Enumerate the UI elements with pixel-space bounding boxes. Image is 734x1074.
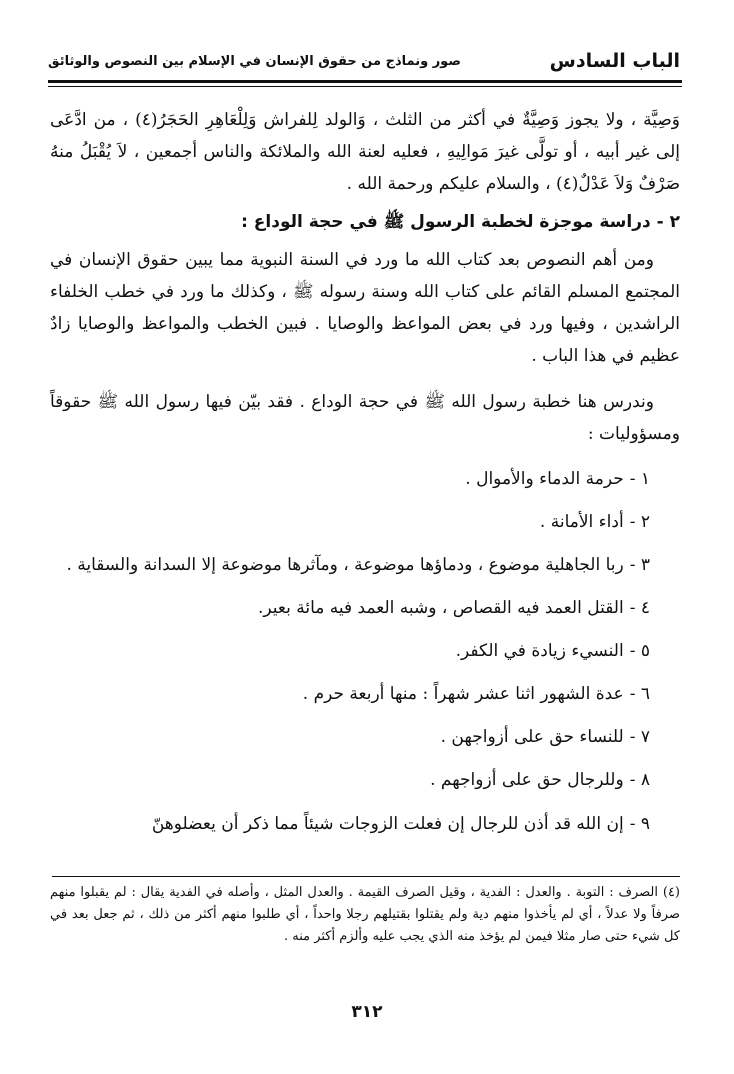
list-item-number: ٢ - (629, 512, 650, 532)
footnote-rule (52, 876, 680, 877)
list-item (50, 501, 680, 544)
list-item-number: ٣ - (629, 555, 650, 575)
list-item-text: عدة الشهور اثنا عشر شهراً : منها أربعة حرم . (302, 684, 624, 704)
list-item-number: ٩ - (629, 814, 650, 834)
list-item-text: أداء الأمانة . (539, 512, 624, 532)
list-item (50, 802, 680, 840)
list-item-text: وللرجال حق على أزواجهم . (430, 770, 624, 790)
list-item-number: ٧ - (629, 727, 650, 747)
list-item-text: إن الله قد أذن للرجال إن فعلت الزوجات شيئاً مما ذكر أن يعضلوهنّ (151, 814, 624, 834)
section-heading: ٢ - دراسة موجزة لخطبة الرسول ﷺ في حجة الوداع : (241, 212, 680, 232)
list-item-text: القتل العمد فيه القصاص ، وشبه العمد فيه مائة بعير. (257, 598, 624, 618)
list-item (50, 587, 680, 630)
list-item (50, 458, 680, 501)
header-rule-thick (48, 80, 682, 83)
continued-paragraph: وَصِيَّة ، ولا يجوز وَصِيَّةٌ في أكثر من الثلث ، وَالولد لِلفراش وَلِلْعَاهِرِ الحَجَرُ(٤) ، من ادَّعَى إلى غير أبيه ، أو تولَّى غيرَ مَوالِيهِ ، فعليه لعنة الله والملائكة والناس أجمعين ، لاَ يُقْبَلُ منهُ صَرْفٌ وَلاَ عَدْلٌ(٤) ، والسلام عليكم ورحمة الله . (50, 110, 680, 194)
list-item-number: ٥ - (629, 641, 650, 661)
page-number: ٣١٢ (351, 1002, 383, 1022)
list-item-number: ١ - (629, 469, 650, 489)
list-item (50, 630, 680, 673)
main-text (50, 104, 680, 840)
page-header (48, 44, 680, 84)
body-paragraph-2: وندرس هنا خطبة رسول الله ﷺ في حجة الوداع . فقد بيّن فيها رسول الله ﷺ حقوقاً ومسؤوليات : (50, 392, 680, 444)
list-item (50, 759, 680, 802)
list-item-text: حرمة الدماء والأموال . (465, 469, 624, 489)
header-rule-thin (48, 86, 682, 87)
list-item (50, 716, 680, 759)
list-item-number: ٦ - (629, 684, 650, 704)
list-item-number: ٤ - (629, 598, 650, 618)
body-paragraph-1: ومن أهم النصوص بعد كتاب الله ما ورد في السنة النبوية مما يبين حقوق الإنسان في المجتمع المسلم القائم على كتاب الله وسنة رسوله ﷺ ، وكذلك ما ورد في خطب الخلفاء الراشدين ، وفيها ورد في بعض المواعظ والوصايا . فبين الخطب والمواعظ والوصايا زادٌ عظيم في هذا الباب . (50, 250, 680, 366)
list-item-text: ربا الجاهلية موضوع ، ودماؤها موضوعة ، ومآثرها موضوعة إلا السدانة والسقاية . (66, 555, 624, 575)
running-title: صور ونماذج من حقوق الإنسان في الإسلام بين النصوص والوثائق (48, 54, 461, 69)
chapter-title: الباب السادس (549, 50, 680, 72)
list-item (50, 673, 680, 716)
list-item (50, 544, 680, 587)
rights-list (50, 458, 680, 840)
list-item-text: النسيء زيادة في الكفر. (455, 641, 624, 661)
list-item-number: ٨ - (629, 770, 650, 790)
footnote: (٤) الصرف : التوبة . والعدل : الفدية ، وقيل الصرف القيمة . والعدل المثل ، وأصله في الفدية يقال : لم يقبلوا منهم صرفاً ولا عدلاً ، أي لم يأخذوا منهم دية ولم يقتلوا بقتيلهم رجلا واحداً ، أي طلبوا منهم أكثر من ذلك ، ثم جعل بعد في كل شيء حتى صار مثلا فيمن لم يؤخذ منه الذي يجب عليه وألزم أكثر منه . (50, 885, 680, 944)
list-item-text: للنساء حق على أزواجهن . (440, 727, 624, 747)
